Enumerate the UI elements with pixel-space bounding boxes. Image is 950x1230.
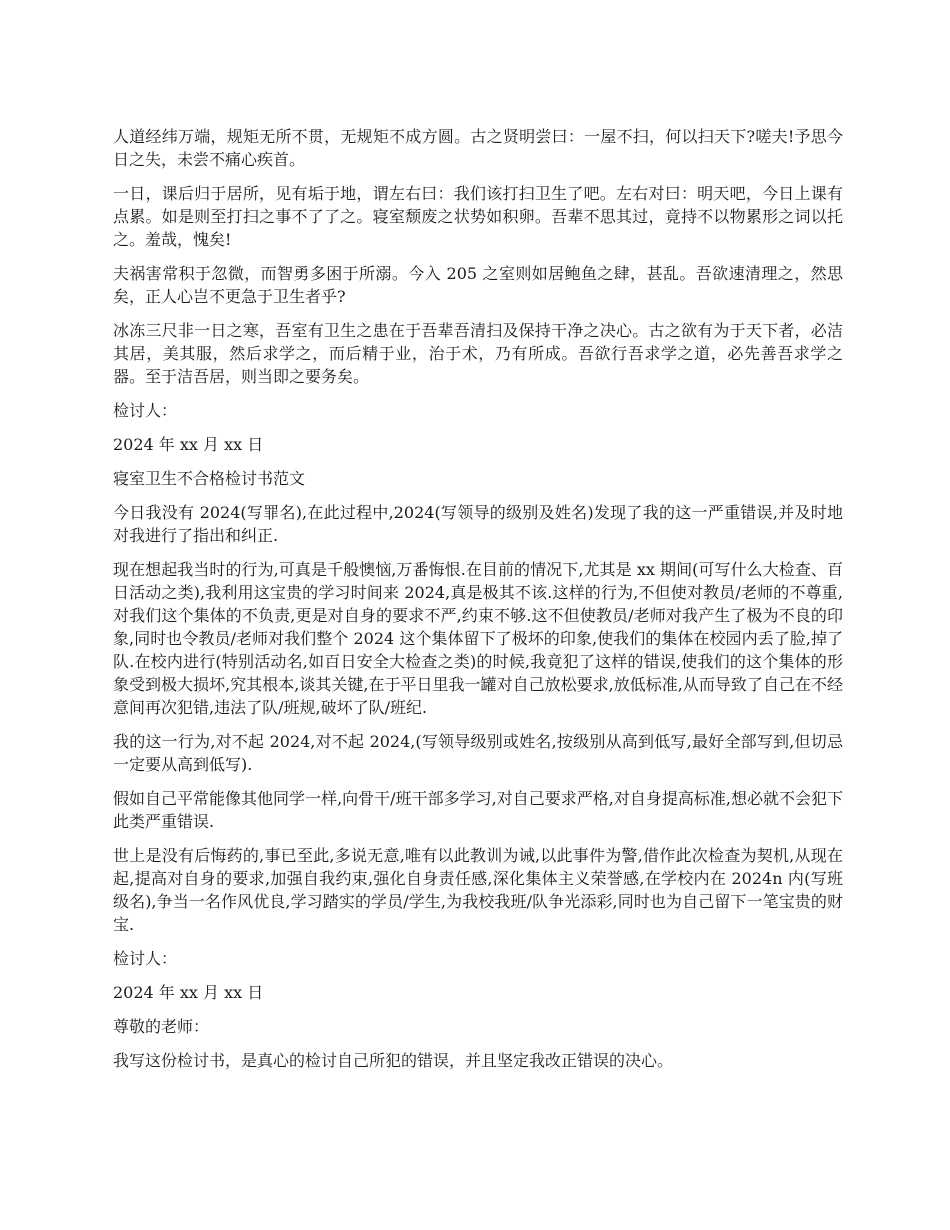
paragraph-7: 我的这一行为,对不起 2024,对不起 2024,(写领导级别或姓名,按级别从高到低写,最好全部写到,但切忌一定要从高到低写). xyxy=(113,732,843,774)
paragraph-3: 夫祸害常积于忽微，而智勇多困于所溺。今入 205 之室则如居鲍鱼之肆，甚乱。吾欲速清理之，然思矣，正人心岂不更急于卫生者乎? xyxy=(113,264,843,306)
date-line: 2024 年 xx 月 xx 日 xyxy=(113,435,264,454)
paragraph-5: 今日我没有 2024(写罪名),在此过程中,2024(写领导的级别及姓名)发现了我的这一严重错误,并及时地对我进行了指出和纠正. xyxy=(113,503,843,545)
signature-label-2: 检讨人： xyxy=(113,949,178,968)
signature-label: 检讨人： xyxy=(113,401,178,420)
paragraph-2: 一日，课后归于居所，见有垢于地，谓左右曰：我们该打扫卫生了吧。左右对曰：明天吧，今日上课有点累。如是则至打扫之事不了了之。寝室颓废之状势如积卵。吾辈不思其过，竟持不以物累形之词以托之。羞哉，愧矣! xyxy=(113,184,843,249)
paragraph-4: 冰冻三尺非一日之寒，吾室有卫生之患在于吾辈吾清扫及保持干净之决心。古之欲有为于天下者，必洁其居，美其服，然后求学之，而后精于业，治于术，乃有所成。吾欲行吾求学之道，必先善吾求学之器。至于洁吾居，则当即之要务矣。 xyxy=(113,321,843,386)
date-line-2: 2024 年 xx 月 xx 日 xyxy=(113,983,264,1002)
document-body xyxy=(113,125,843,1083)
paragraph-6: 现在想起我当时的行为,可真是千般懊恼,万番悔恨.在目前的情况下,尤其是 xx 期间(可写什么大检查、百日活动之类),我利用这宝贵的学习时间来 2024,真是极其不该.这样的行为,不但使对教员/老师的不尊重,对我们这个集体的不负责,更是对自身的要求不严,约束不够.这不但使教员/老师对我产生了极为不良的印象,同时也令教员/老师对我们整个 2024 这个集体留下了极坏的印象,使我们的集体在校园内丢了脸,掉了队.在校内进行(特别活动名,如百日安全大检查之类)的时候,我竟犯了这样的错误,使我们的这个集体的形象受到极大损坏,究其根本,谈其关键,在于平日里我一罐对自己放松要求,放低标准,从而导致了自己在不经意间再次犯错,违法了队/班规,破坏了队/班纪. xyxy=(113,560,843,717)
paragraph-8: 假如自己平常能像其他同学一样,向骨干/班干部多学习,对自己要求严格,对自身提高标准,想必就不会犯下此类严重错误. xyxy=(113,789,843,831)
section-title: 寝室卫生不合格检讨书范文 xyxy=(113,469,306,488)
paragraph-10: 我写这份检讨书，是真心的检讨自己所犯的错误，并且坚定我改正错误的决心。 xyxy=(113,1051,674,1070)
paragraph-9: 世上是没有后悔药的,事已至此,多说无意,唯有以此教训为诫,以此事件为警,借作此次检查为契机,从现在起,提高对自身的要求,加强自我约束,强化自身责任感,深化集体主义荣誉感,在学校内在 2024n 内(写班级名),争当一名作风优良,学习踏实的学员/学生,为我校我班/队争光添彩,同时也为自己留下一笔宝贵的财宝. xyxy=(113,846,843,934)
salutation: 尊敬的老师： xyxy=(113,1017,210,1036)
paragraph-1: 人道经纬万端，规矩无所不贯，无规矩不成方圆。古之贤明尝曰：一屋不扫，何以扫天下?嗟夫!予思今日之失，未尝不痛心疾首。 xyxy=(113,127,843,169)
